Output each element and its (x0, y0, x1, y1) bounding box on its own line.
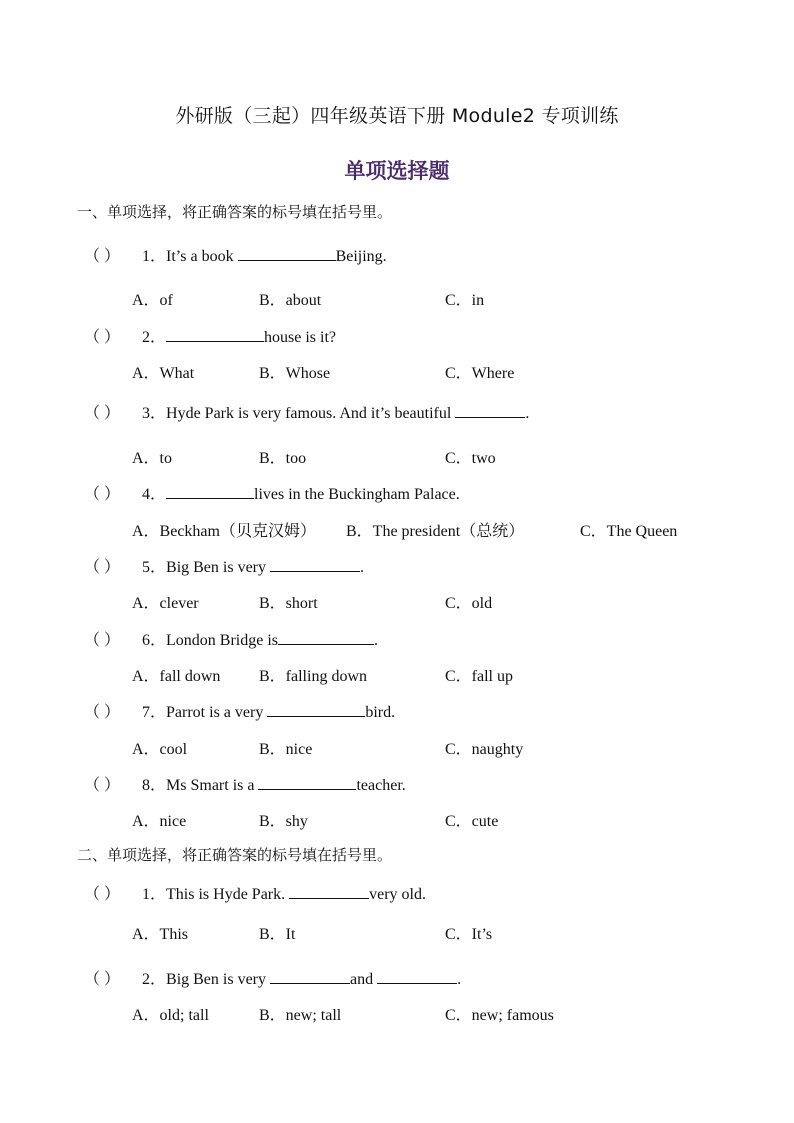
page-title: 外研版（三起）四年级英语下册 Module2 专项训练 (175, 105, 619, 127)
question-1-1 (84, 243, 387, 266)
answer-bracket[interactable]: （ ） (84, 704, 121, 721)
option-b: B．falling down (259, 668, 367, 685)
answer-bracket[interactable]: （ ） (84, 559, 121, 576)
question-1-5 (84, 554, 364, 577)
option-c: C．two (445, 450, 496, 467)
answer-blank (258, 775, 356, 790)
question-number: 7． (142, 704, 167, 721)
question-number: 3． (142, 405, 167, 422)
question-text-end: . (525, 405, 530, 422)
option-a: A．clever (132, 595, 199, 612)
option-b: B．The president（总统） (346, 523, 525, 540)
question-text: Parrot is a very (166, 704, 268, 721)
option-b: B．too (259, 450, 307, 467)
question-text-end: . (360, 559, 365, 576)
option-a: A．fall down (132, 668, 221, 685)
answer-blank (270, 969, 350, 984)
question-number: 1． (142, 886, 167, 903)
answer-blank (270, 557, 360, 572)
option-a: A．nice (132, 813, 187, 830)
option-a: A．old; tall (132, 1007, 209, 1024)
option-a: A．This (132, 926, 189, 943)
question-2-1 (84, 881, 426, 904)
answer-bracket[interactable]: （ ） (84, 777, 121, 794)
answer-blank (166, 327, 264, 342)
question-text-end: Beijing. (335, 248, 387, 265)
question-text-end: house is it? (264, 329, 337, 346)
question-text-end: lives in the Buckingham Palace. (254, 486, 460, 503)
option-a: A．Beckham（贝克汉姆） (132, 523, 316, 540)
answer-blank (278, 630, 374, 645)
option-c: C．fall up (445, 668, 513, 685)
question-text-end: . (374, 632, 379, 649)
option-c: C．new; famous (445, 1007, 554, 1024)
question-text: Hyde Park is very famous. And it’s beautiful (166, 405, 456, 422)
section-subtitle: 单项选择题 (344, 159, 450, 183)
question-1-6 (84, 627, 378, 650)
question-text: Big Ben is very (166, 559, 271, 576)
question-text: London Bridge is (166, 632, 279, 649)
answer-bracket[interactable]: （ ） (84, 248, 121, 265)
section-1-heading: 一、单项选择，将正确答案的标号填在括号里。 (77, 203, 393, 221)
answer-blank (289, 884, 369, 899)
option-a: A．cool (132, 741, 188, 758)
option-c: C．cute (445, 813, 499, 830)
question-text: Ms Smart is a (166, 777, 259, 794)
answer-blank-2 (377, 969, 457, 984)
option-b: B．short (259, 595, 318, 612)
option-b: B．Whose (259, 365, 331, 382)
option-a: A．of (132, 292, 173, 309)
option-c: C．Where (445, 365, 515, 382)
question-1-4 (84, 481, 460, 504)
question-number: 8． (142, 777, 167, 794)
question-number: 1． (142, 248, 167, 265)
question-number: 2． (142, 329, 167, 346)
question-1-2 (84, 324, 336, 347)
answer-bracket[interactable]: （ ） (84, 329, 121, 346)
question-1-8 (84, 772, 406, 795)
option-b: B．It (259, 926, 296, 943)
option-c: C．old (445, 595, 493, 612)
answer-bracket[interactable]: （ ） (84, 971, 121, 988)
option-c: C．It’s (445, 926, 493, 943)
option-c: C．The Queen (580, 523, 678, 540)
question-text-end: bird. (365, 704, 396, 721)
question-text: This is Hyde Park. (166, 886, 290, 903)
question-text: It’s a book (166, 248, 238, 265)
option-b: B．nice (259, 741, 313, 758)
question-number: 4． (142, 486, 167, 503)
answer-bracket[interactable]: （ ） (84, 486, 121, 503)
answer-blank (238, 246, 336, 261)
question-number: 6． (142, 632, 167, 649)
question-1-7 (84, 699, 395, 722)
answer-blank (166, 484, 254, 499)
answer-blank (267, 702, 365, 717)
question-1-3 (84, 400, 529, 423)
option-c: C．naughty (445, 741, 524, 758)
option-b: B．shy (259, 813, 308, 830)
option-a: A．What (132, 365, 195, 382)
option-a: A．to (132, 450, 173, 467)
question-text-end: very old. (369, 886, 426, 903)
question-text: Big Ben is very (166, 971, 271, 988)
option-b: B．new; tall (259, 1007, 342, 1024)
question-text-mid: and (350, 971, 378, 988)
question-text-end: . (457, 971, 462, 988)
answer-blank (455, 403, 525, 418)
answer-bracket[interactable]: （ ） (84, 886, 121, 903)
answer-bracket[interactable]: （ ） (84, 405, 121, 422)
option-c: C．in (445, 292, 485, 309)
question-text-end: teacher. (356, 777, 406, 794)
section-2-heading: 二、单项选择，将正确答案的标号填在括号里。 (77, 846, 393, 864)
answer-bracket[interactable]: （ ） (84, 632, 121, 649)
option-b: B．about (259, 292, 322, 309)
question-number: 2． (142, 971, 167, 988)
question-2-2 (84, 966, 461, 989)
question-number: 5． (142, 559, 167, 576)
